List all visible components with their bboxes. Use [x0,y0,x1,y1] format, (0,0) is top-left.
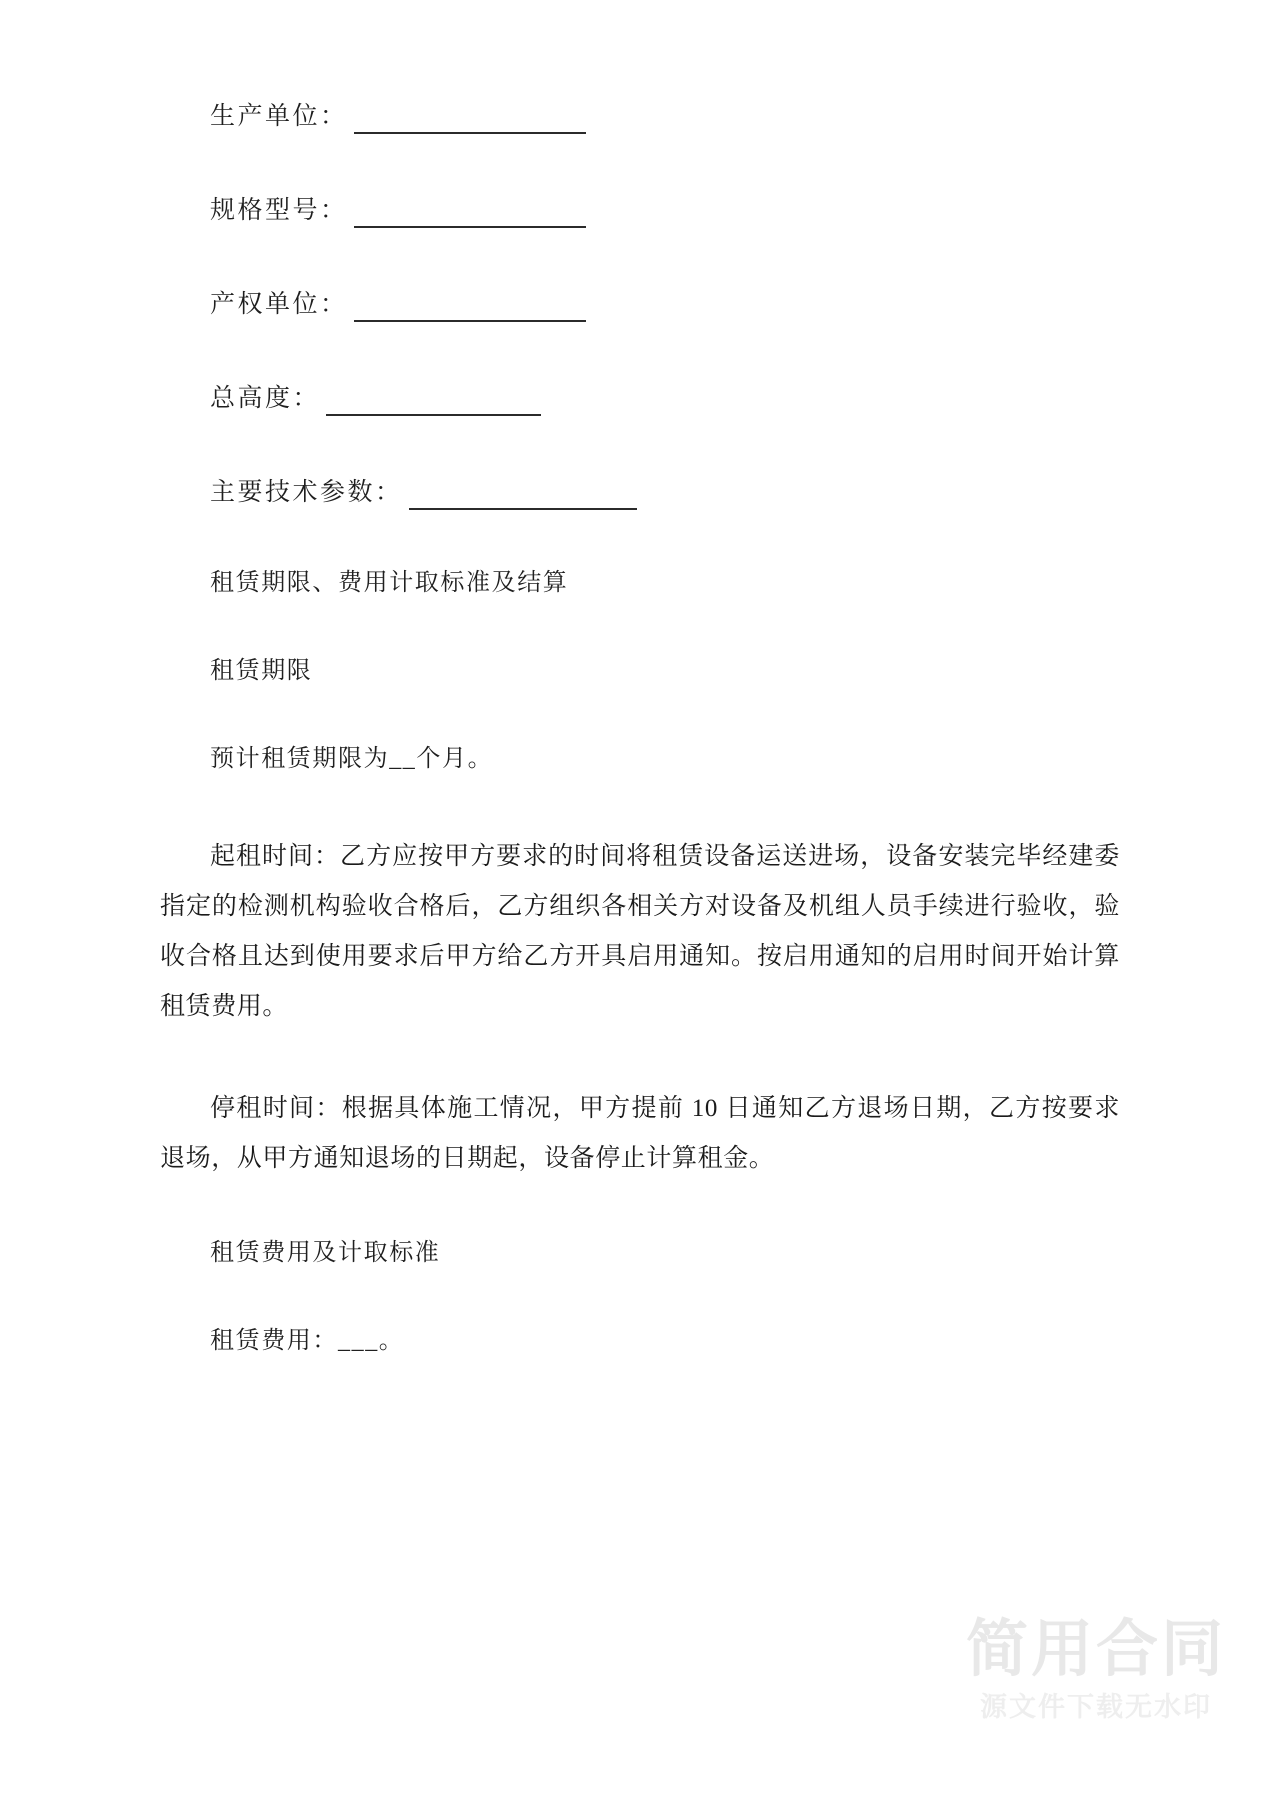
watermark-brand-text: 简用合同 [965,1612,1226,1685]
field-row-total-height [160,378,1120,416]
text-lease-fee: 租赁费用：___。 [210,1328,405,1354]
field-label-tech-params: 主要技术参数： [210,479,403,506]
field-row-tech-params [160,472,1120,510]
field-label-manufacturer: 生产单位： [210,103,348,130]
field-blank-owner[interactable] [354,294,586,322]
subheading-lease-fee-standard: 租赁费用及计取标准 [210,1240,441,1266]
field-blank-manufacturer[interactable] [354,106,586,134]
field-row-model [160,190,1120,228]
document-content [160,96,1120,1412]
field-label-total-height: 总高度： [210,385,321,412]
field-label-owner: 产权单位： [210,291,348,318]
heading-lease-term-and-fees: 租赁期限、费用计取标准及结算 [210,570,569,596]
paragraph-stop-rent-time: 停租时间：根据具体施工情况，甲方提前 10 日通知乙方退场日期，乙方按要求退场，从甲方通知退场的日期起，设备停止计算租金。 [160,1095,1120,1172]
watermark-subtitle-text: 源文件下载无水印 [979,1692,1212,1723]
paragraph-start-rent-time: 起租时间：乙方应按甲方要求的时间将租赁设备运送进场，设备安装完毕经建委指定的检测机构验收合格后，乙方组织各相关方对设备及机组人员手续进行验收，验收合格且达到使用要求后甲方给乙方开具启用通知。按启用通知的启用时间开始计算租赁费用。 [160,843,1120,1020]
watermark [966,1614,1226,1726]
field-row-owner [160,284,1120,322]
field-row-manufacturer [160,96,1120,134]
field-blank-tech-params[interactable] [409,482,637,510]
field-blank-total-height[interactable] [326,388,541,416]
subheading-lease-term: 租赁期限 [210,658,313,684]
field-blank-model[interactable] [354,200,586,228]
field-label-model: 规格型号： [210,197,348,224]
text-estimated-lease-term: 预计租赁期限为__个月。 [210,746,494,772]
